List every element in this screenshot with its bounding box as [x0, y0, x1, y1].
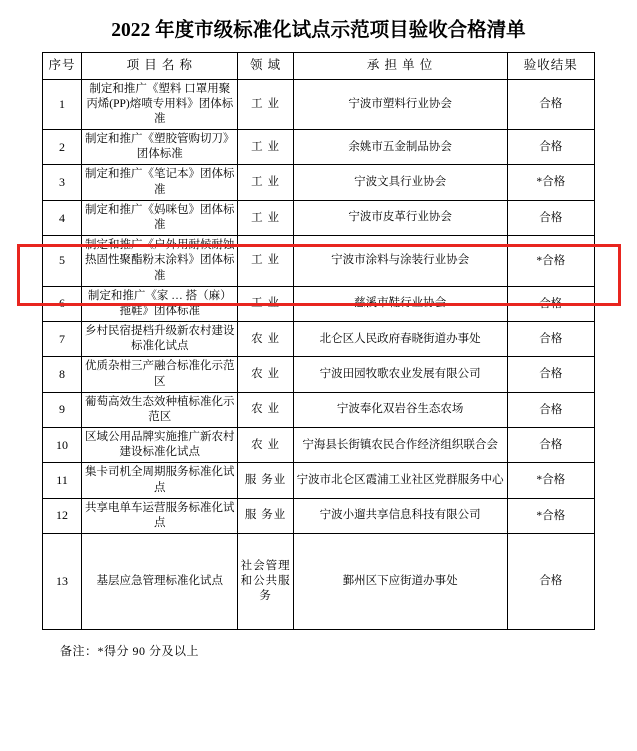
cell-unit: 宁波文具行业协会 — [293, 165, 507, 200]
cell-unit: 宁波小遛共享信息科技有限公司 — [293, 498, 507, 533]
cell-no: 5 — [43, 236, 82, 287]
cell-unit: 宁波奉化双岩谷生态农场 — [293, 392, 507, 427]
table-row — [43, 534, 595, 630]
cell-unit: 宁海县长街镇农民合作经济组织联合会 — [293, 428, 507, 463]
cell-field: 工 业 — [238, 200, 293, 235]
cell-field: 社会管理和公共服务 — [238, 534, 293, 630]
cell-project-name: 区域公用品牌实施推广新农村建设标准化试点 — [82, 428, 238, 463]
cell-result: 合格 — [507, 130, 594, 165]
cell-unit: 余姚市五金制品协会 — [293, 130, 507, 165]
cell-no: 2 — [43, 130, 82, 165]
cell-no: 13 — [43, 534, 82, 630]
column-header-name: 项 目 名 称 — [82, 53, 238, 80]
cell-no: 8 — [43, 357, 82, 392]
cell-field: 工 业 — [238, 130, 293, 165]
cell-project-name: 共享电单车运营服务标准化试点 — [82, 498, 238, 533]
cell-result: *合格 — [507, 236, 594, 287]
cell-result: 合格 — [507, 286, 594, 321]
cell-field: 农 业 — [238, 322, 293, 357]
cell-no: 9 — [43, 392, 82, 427]
cell-field: 服 务业 — [238, 498, 293, 533]
column-header-result: 验收结果 — [507, 53, 594, 80]
table-row — [43, 200, 595, 235]
table-row — [43, 286, 595, 321]
approved-projects-table — [42, 52, 595, 630]
cell-project-name: 制定和推广《家 … 搭（麻）拖鞋》团体标准 — [82, 286, 238, 321]
cell-no: 6 — [43, 286, 82, 321]
cell-field: 工 业 — [238, 236, 293, 287]
cell-result: 合格 — [507, 357, 594, 392]
cell-field: 农 业 — [238, 428, 293, 463]
cell-unit: 慈溪市鞋行业协会 — [293, 286, 507, 321]
cell-project-name: 乡村民宿提档升级新农村建设标准化试点 — [82, 322, 238, 357]
cell-project-name: 制定和推广《塑料 口罩用聚丙烯(PP)熔喷专用料》团体标准 — [82, 79, 238, 130]
document-page — [0, 14, 637, 751]
cell-unit: 宁波市北仑区霞浦工业社区党群服务中心 — [293, 463, 507, 498]
cell-project-name: 基层应急管理标准化试点 — [82, 534, 238, 630]
cell-unit: 宁波市塑料行业协会 — [293, 79, 507, 130]
cell-no: 3 — [43, 165, 82, 200]
cell-result: *合格 — [507, 165, 594, 200]
cell-no: 11 — [43, 463, 82, 498]
cell-field: 工 业 — [238, 79, 293, 130]
cell-result: 合格 — [507, 534, 594, 630]
table-note: 备注：*得分 90 分及以上 — [60, 644, 200, 659]
table-row — [43, 357, 595, 392]
page-title: 2022 年度市级标准化试点示范项目验收合格清单 — [111, 20, 526, 41]
cell-field: 工 业 — [238, 286, 293, 321]
cell-no: 4 — [43, 200, 82, 235]
table-row — [43, 322, 595, 357]
table-header-row — [43, 53, 595, 80]
cell-project-name: 集卡司机全周期服务标准化试点 — [82, 463, 238, 498]
cell-unit: 宁波田园牧歌农业发展有限公司 — [293, 357, 507, 392]
table-row — [43, 428, 595, 463]
cell-no: 7 — [43, 322, 82, 357]
table-row — [43, 79, 595, 130]
column-header-unit: 承 担 单 位 — [293, 53, 507, 80]
cell-project-name: 制定和推广《笔记本》团体标准 — [82, 165, 238, 200]
table-row — [43, 498, 595, 533]
cell-project-name: 制定和推广《妈咪包》团体标准 — [82, 200, 238, 235]
table-row — [43, 463, 595, 498]
cell-unit: 宁波市涂料与涂装行业协会 — [293, 236, 507, 287]
cell-field: 农 业 — [238, 357, 293, 392]
column-header-no: 序号 — [43, 53, 82, 80]
column-header-field: 领 域 — [238, 53, 293, 80]
cell-project-name: 制定和推广《户外用耐候耐蚀热固性聚酯粉末涂料》团体标准 — [82, 236, 238, 287]
cell-result: 合格 — [507, 392, 594, 427]
cell-project-name: 葡萄高效生态效种植标准化示范区 — [82, 392, 238, 427]
cell-result: 合格 — [507, 428, 594, 463]
table-row — [43, 392, 595, 427]
table-container — [42, 52, 595, 630]
cell-field: 农 业 — [238, 392, 293, 427]
cell-no: 10 — [43, 428, 82, 463]
cell-result: 合格 — [507, 322, 594, 357]
cell-result: 合格 — [507, 200, 594, 235]
cell-project-name: 优质杂柑三产融合标准化示范区 — [82, 357, 238, 392]
cell-result: 合格 — [507, 79, 594, 130]
table-row — [43, 165, 595, 200]
cell-result: *合格 — [507, 498, 594, 533]
table-row — [43, 130, 595, 165]
table-row-highlighted — [43, 236, 595, 287]
cell-unit: 北仑区人民政府春晓街道办事处 — [293, 322, 507, 357]
cell-project-name: 制定和推广《塑胶管购切刀》团体标准 — [82, 130, 238, 165]
cell-unit: 宁波市皮革行业协会 — [293, 200, 507, 235]
cell-unit: 鄞州区下应街道办事处 — [293, 534, 507, 630]
cell-no: 12 — [43, 498, 82, 533]
cell-result: *合格 — [507, 463, 594, 498]
cell-field: 服 务业 — [238, 463, 293, 498]
cell-field: 工 业 — [238, 165, 293, 200]
cell-no: 1 — [43, 79, 82, 130]
